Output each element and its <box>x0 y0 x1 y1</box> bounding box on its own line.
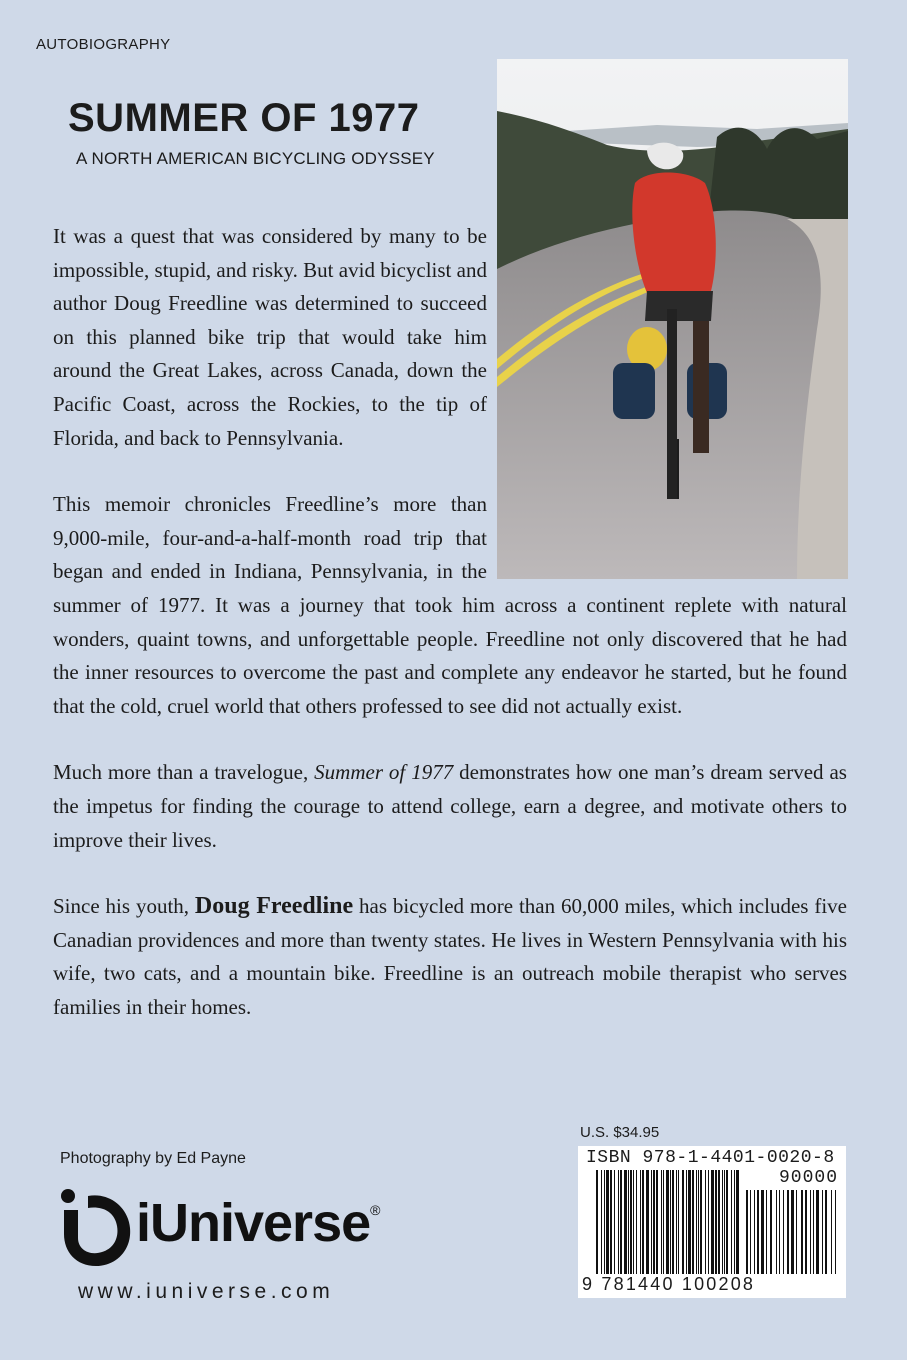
book-title-italic: Summer of 1977 <box>314 760 454 785</box>
author-bio <box>53 890 847 1024</box>
bio-end: has bicycled more than 60,000 miles, which includes five Canadian providences and more than twenty states. He lives in Western Pennsylvania with his wife, two cats, and a mountain bike. Freedline is an outreach mobile therapist who serves families in their homes. <box>53 894 847 1019</box>
category-label: AUTOBIOGRAPHY <box>36 36 171 53</box>
back-cover-blurb <box>53 220 847 1057</box>
isbn-text: ISBN 978-1-4401-0020-8 <box>586 1148 835 1168</box>
iuniverse-mark-icon <box>60 1188 132 1268</box>
book-title: SUMMER OF 1977 <box>68 96 420 140</box>
blurb-p3-start: Much more than a travelogue, <box>53 760 315 785</box>
blurb-p3-end: demonstrates how one man’s dream served as the impetus for finding the courage to attend college, earn a degree, and motivate others to improve their lives. <box>53 760 847 852</box>
author-name: Doug Freedline <box>194 893 354 920</box>
bio-start: Since his youth, <box>53 894 195 919</box>
book-subtitle: A NORTH AMERICAN BICYCLING ODYSSEY <box>76 149 435 168</box>
isbn-barcode <box>578 1146 846 1298</box>
photo-wrap-spacer <box>487 220 847 580</box>
publisher-url: www.iuniverse.com <box>78 1280 335 1303</box>
price-addon-code: 90000 <box>778 1168 838 1188</box>
publisher-logo <box>60 1188 420 1268</box>
price-label: U.S. $34.95 <box>580 1124 660 1141</box>
barcode-digits: 9 781440 100208 <box>582 1274 756 1294</box>
photo-credit: Photography by Ed Payne <box>60 1150 246 1167</box>
publisher-wordmark <box>136 1192 379 1254</box>
publisher-name: iUniverse <box>136 1193 371 1253</box>
blurb-paragraph-2: This memoir chronicles Freedline’s more than 9,000-mile, four-and-a-half-month road trip that began and ended in Indiana, Pennsylvania, in the summer of 1977. It was a journey that took him across a continent replete with natural wonders, quaint towns, and unforgettable people. Freedline not only discovered that he had the inner resources to overcome the past and complete any endeavor he started, but he found that the cold, cruel world that others professed to see did not actually exist. <box>53 492 847 718</box>
blurb-paragraph-3 <box>53 756 847 857</box>
blurb-paragraph-1: It was a quest that was considered by many to be impossible, stupid, and risky. But avid bicyclist and author Doug Freedline was determined to succeed on this planned bike trip that would take him around the Great Lakes, across Canada, down the Pacific Coast, across the Rockies, to the tip of Florida, and back to Pennsylvania. <box>53 224 487 450</box>
registered-mark: ® <box>370 1202 380 1218</box>
